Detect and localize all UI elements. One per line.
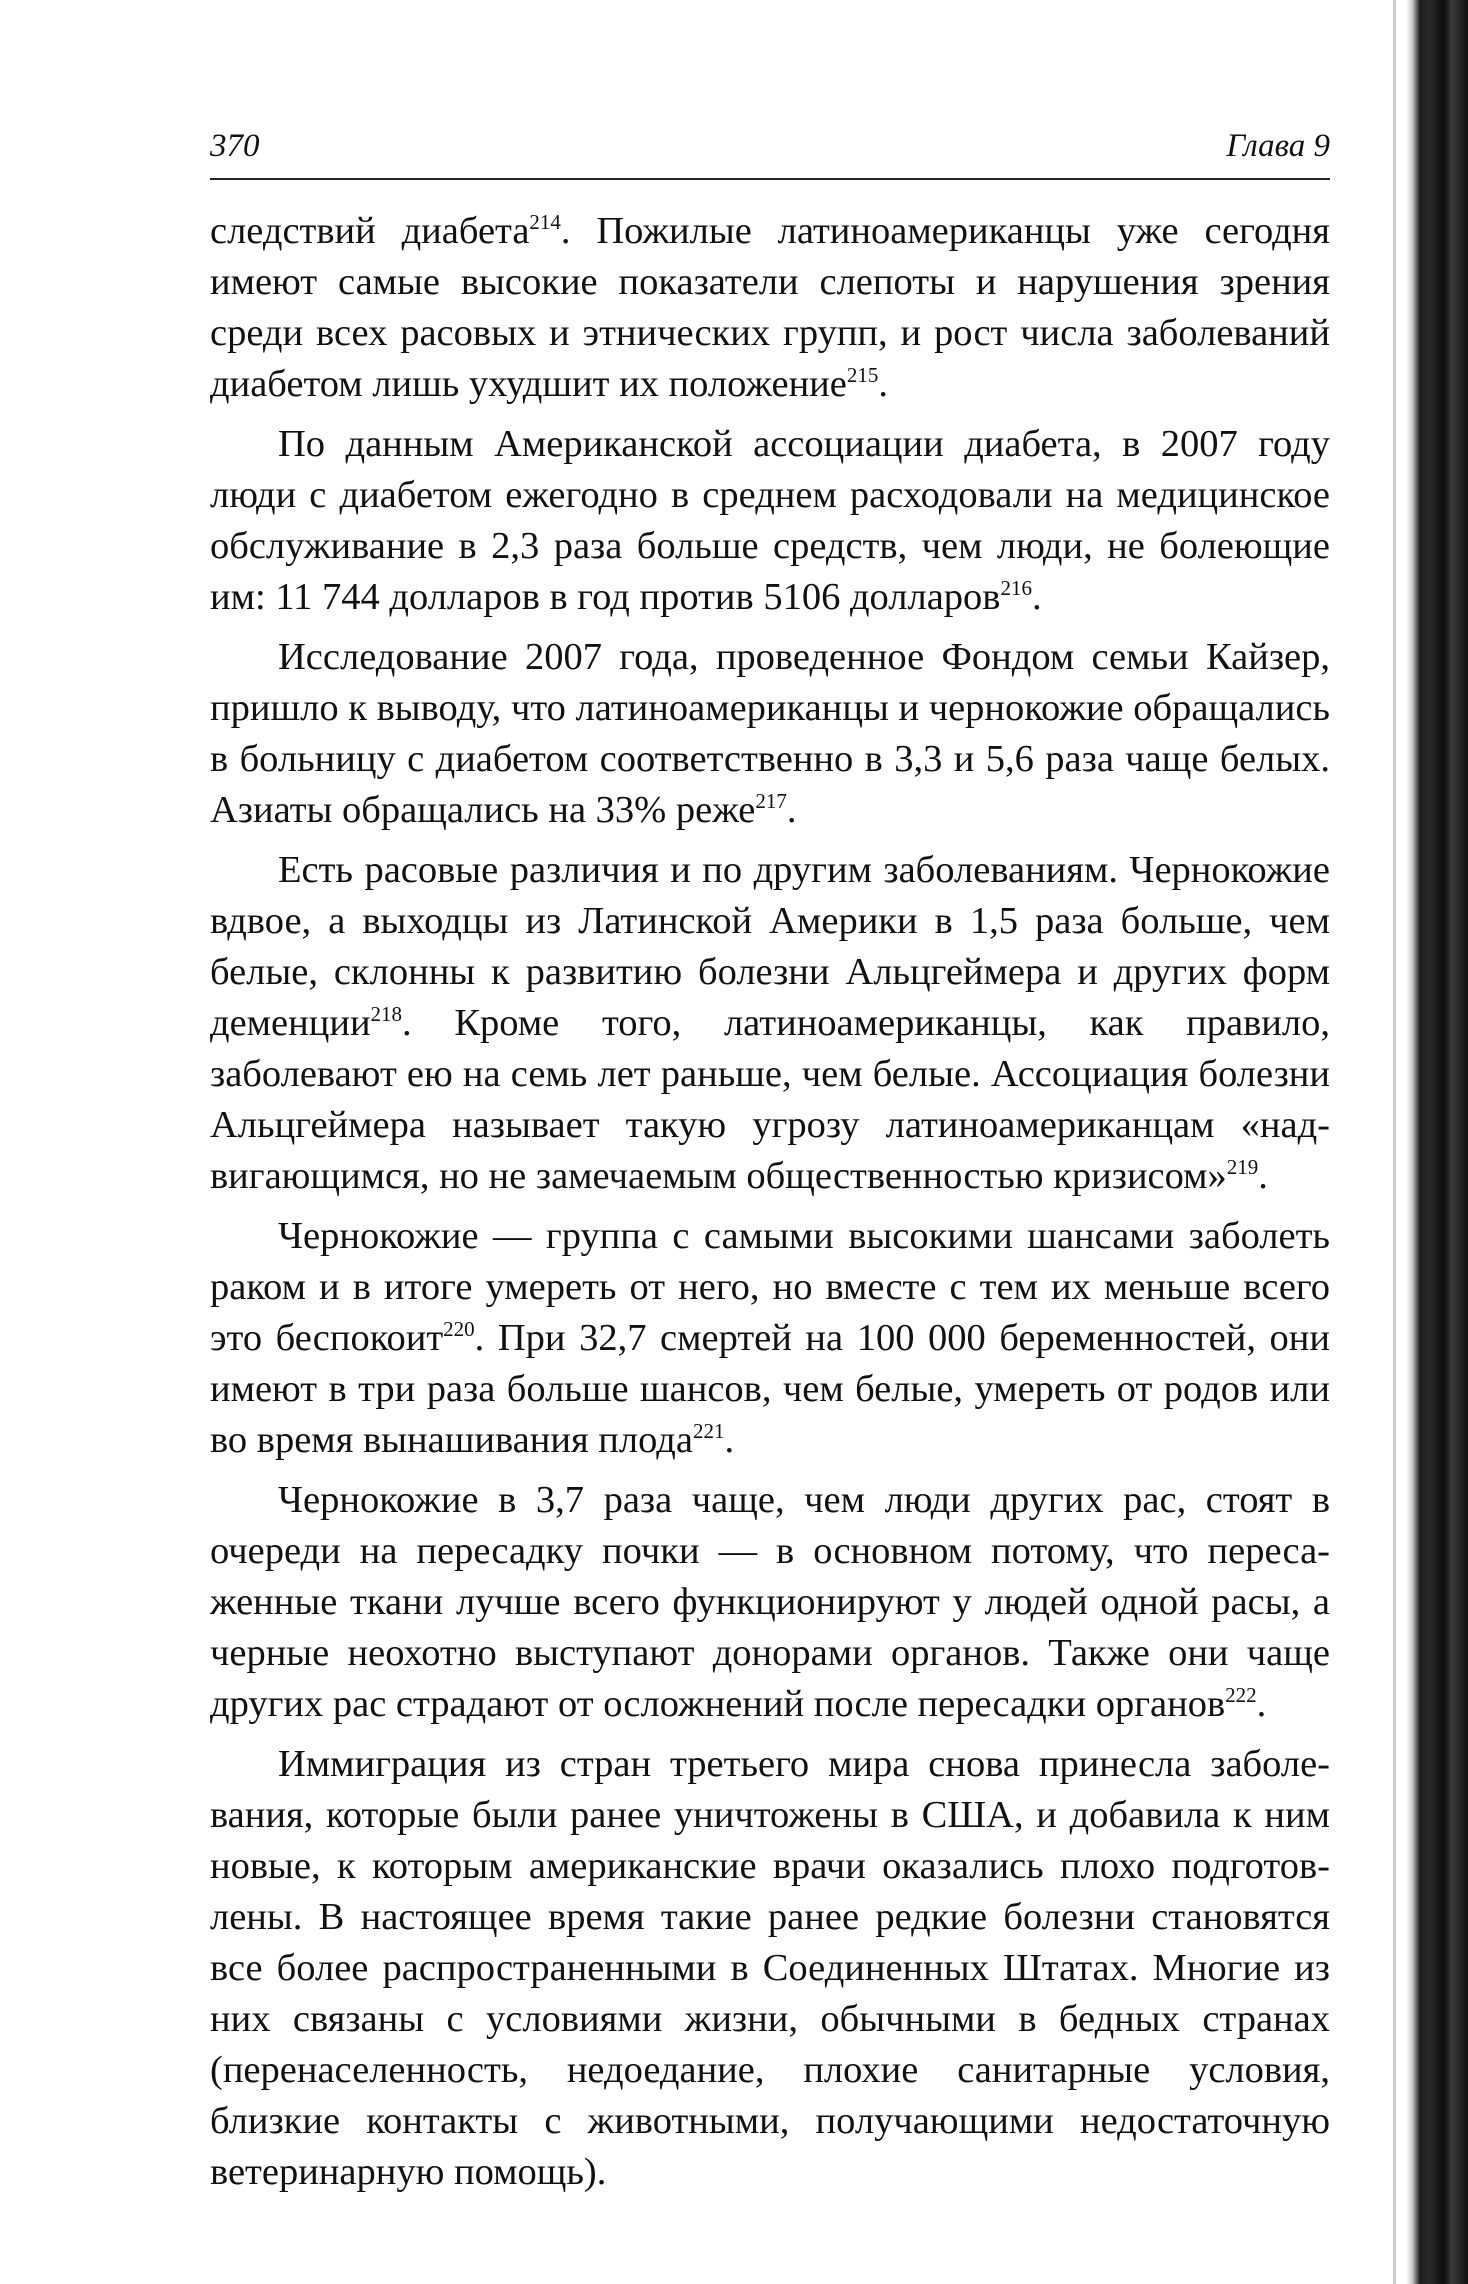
- paragraph: [210, 845, 1330, 1202]
- text-run: .: [786, 789, 797, 831]
- footnote-ref: 215: [846, 363, 879, 388]
- footnote-ref: 221: [692, 1419, 725, 1444]
- paragraph: [210, 632, 1330, 836]
- running-header: [210, 128, 1330, 180]
- text-run: . Пожилые латиноамериканцы уже сегодня имеют самые высокие показатели слепоты и нарушения зрения среди всех расовых и этнических групп, и рост числа заболеваний диабетом лишь ухудшит их положение: [210, 210, 1330, 405]
- body-text: [210, 206, 1330, 2207]
- footnote-ref: 219: [1226, 1155, 1259, 1180]
- scan-edge-line: [1393, 0, 1396, 2284]
- footnote-ref: 220: [443, 1317, 475, 1342]
- footnote-ref: 217: [755, 789, 787, 814]
- paragraph: [210, 206, 1330, 410]
- page-number: 370: [210, 128, 260, 164]
- paragraph: [210, 1739, 1330, 2198]
- text-run: Чернокожие — группа с самыми высокими шансами заболеть раком и в итоге умереть от него, но вместе с тем их меньше всего это беспокоит: [210, 1215, 1330, 1359]
- footnote-ref: 222: [1225, 1683, 1257, 1708]
- paragraph: [210, 1475, 1330, 1730]
- text-run: Есть расовые различия и по другим заболеваниям. Чернокожие вдвое, а выходцы из Латинской Америки в 1,5 раза больше, чем белые, склонны к развитию болезни Альцгеймера и других форм деменции: [210, 849, 1330, 1044]
- text-run: Исследование 2007 года, проведенное Фондом семьи Кайзер, пришло к выводу, что латиноамериканцы и чернокожие обращались в больницу с диабетом соответственно в 3,3 и 5,6 раза чаще белых. Азиаты обращались на 33% реже: [210, 636, 1330, 831]
- text-run: .: [1031, 576, 1042, 618]
- footnote-ref: 216: [1000, 576, 1032, 601]
- text-run: .: [1258, 1155, 1268, 1197]
- text-run: . Кроме того, латиноамериканцы, как правило, заболевают ею на семь лет раньше, чем белые. Ассоциация болезни Альцгеймера называет такую угрозу латиноамериканцам «надвигающимся, но не замечаемым общественностью кризисом»: [210, 1002, 1330, 1197]
- text-run: .: [1256, 1683, 1267, 1725]
- text-run: Чернокожие в 3,7 раза чаще, чем люди других рас, стоят в очереди на пересадку почки — в основном потому, что пересаженные ткани лучше всего функционируют у людей одной расы, а черные неохотно выступают донорами органов. Также они чаще других рас страдают от осложнений после пересадки органов: [210, 1479, 1330, 1725]
- text-run: Иммиграция из стран третьего мира снова принесла заболевания, которые были ранее уничтожены в США, и добавила к ним новые, к которым американские врачи оказались плохо подготовлены. В настоящее время такие ранее редкие болезни становятся все более распространенными в Соединенных Штатах. Многие из них связаны с условиями жизни, обычными в бедных странах (перенаселенность, недоедание, плохие санитарные условия, близкие контакты с животными, получающими недостаточную ветеринарную помощь).: [210, 1743, 1330, 2193]
- text-run: .: [878, 363, 888, 405]
- paragraph: [210, 419, 1330, 623]
- text-run: . При 32,7 смертей на 100 000 беременностей, они имеют в три раза больше шансов, чем белые, умереть от родов или во время вынашивания плода: [210, 1317, 1330, 1461]
- text-run: По данным Американской ассоциации диабета, в 2007 году люди с диабетом ежегодно в среднем расходовали на медицинское обслуживание в 2,3 раза больше средств, чем люди, не болеющие им: 11 744 долларов в год против 5106 долларов: [210, 423, 1330, 618]
- paragraph: [210, 1211, 1330, 1466]
- chapter-title: Глава 9: [1226, 128, 1330, 164]
- text-run: .: [724, 1419, 735, 1461]
- text-run: следствий диабета: [210, 210, 530, 252]
- footnote-ref: 214: [529, 210, 561, 235]
- scan-binding-edge: [1406, 0, 1468, 2284]
- footnote-ref: 218: [370, 1002, 403, 1027]
